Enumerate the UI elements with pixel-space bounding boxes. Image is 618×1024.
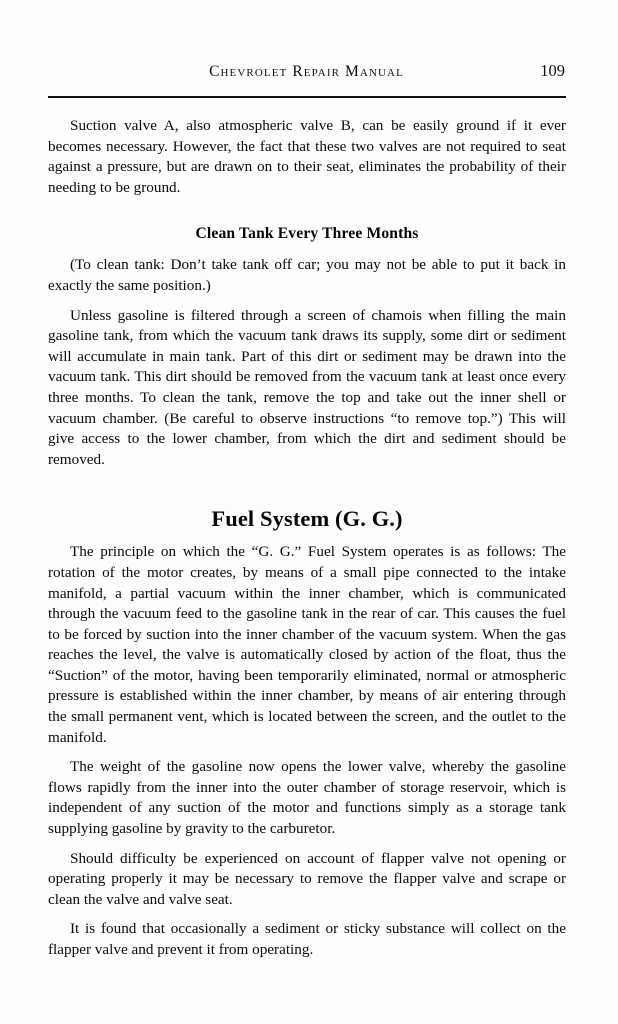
paragraph-gasoline-weight: The weight of the gasoline now opens the lower valve, whereby the gasoline flows rapidly from the inner into the outer chamber of storage reservoir, which is independent of any suction of the motor and functions simply as a storage tank supplying gasoline by gravity to the carburetor. bbox=[48, 758, 566, 838]
spacer bbox=[48, 532, 566, 542]
spacer bbox=[48, 297, 566, 306]
text-column bbox=[48, 116, 566, 961]
spacer bbox=[48, 748, 566, 757]
spacer bbox=[48, 244, 566, 255]
page-number: 109 bbox=[540, 61, 565, 80]
running-header bbox=[48, 62, 565, 84]
spacer bbox=[48, 840, 566, 849]
spacer bbox=[48, 910, 566, 919]
spacer bbox=[48, 470, 566, 506]
paragraph-clean-tank-note: (To clean tank: Don’t take tank off car; you may not be able to put it back in exactly the same position.) bbox=[48, 256, 566, 294]
paragraph-suction-valve: Suction valve A, also atmospheric valve B, can be easily ground if it ever becomes necessary. However, the fact that these two valves are not required to seat against a pressure, but are drawn on to their seat, eliminates the probability of their needing to be ground. bbox=[48, 117, 566, 196]
paragraph-gasoline-filtering: Unless gasoline is filtered through a screen of chamois when filling the main gasoline tank, from which the vacuum tank draws its supply, some dirt or sediment will accumulate in main tank. Part of this dirt or sediment may be drawn into the vacuum tank. This dirt should be removed from the vacuum tank at least once every three months. To clean the tank, remove the top and take out the inner shell or vacuum chamber. (Be careful to observe instructions “to remove top.”) This will give access to the lower chamber, from which the dirt and sediment should be removed. bbox=[48, 306, 566, 468]
section-heading-fuel-system: Fuel System (G. G.) bbox=[211, 506, 403, 532]
subheading-clean-tank: Clean Tank Every Three Months bbox=[195, 225, 419, 243]
spacer bbox=[48, 198, 566, 224]
paragraph-fuel-system-principle: The principle on which the “G. G.” Fuel System operates is as follows: The rotation of the motor creates, by means of a small pipe connected to the intake manifold, a partial vacuum within the inner chamber, which is communicated through the vacuum feed to the gasoline tank in the rear of car. This causes the fuel to be forced by suction into the inner chamber of the vacuum system. When the gas reaches the level, the valve is automatically closed by action of the float, thus the “Suction” of the motor, having been temporarily eliminated, normal or atmospheric pressure is established within the inner chamber, by means of air entering through the small permanent vent, which is located between the screen, and the outlet to the manifold. bbox=[48, 543, 566, 746]
paragraph-sediment-collect: It is found that occasionally a sediment or sticky substance will collect on the flapper valve and prevent it from operating. bbox=[48, 920, 566, 958]
header-divider-rule bbox=[48, 96, 566, 98]
paragraph-flapper-valve-difficulty: Should difficulty be experienced on account of flapper valve not opening or operating properly it may be necessary to remove the flapper valve and scrape or clean the valve and valve seat. bbox=[48, 849, 566, 908]
running-head-title: Chevrolet Repair Manual bbox=[209, 63, 404, 80]
